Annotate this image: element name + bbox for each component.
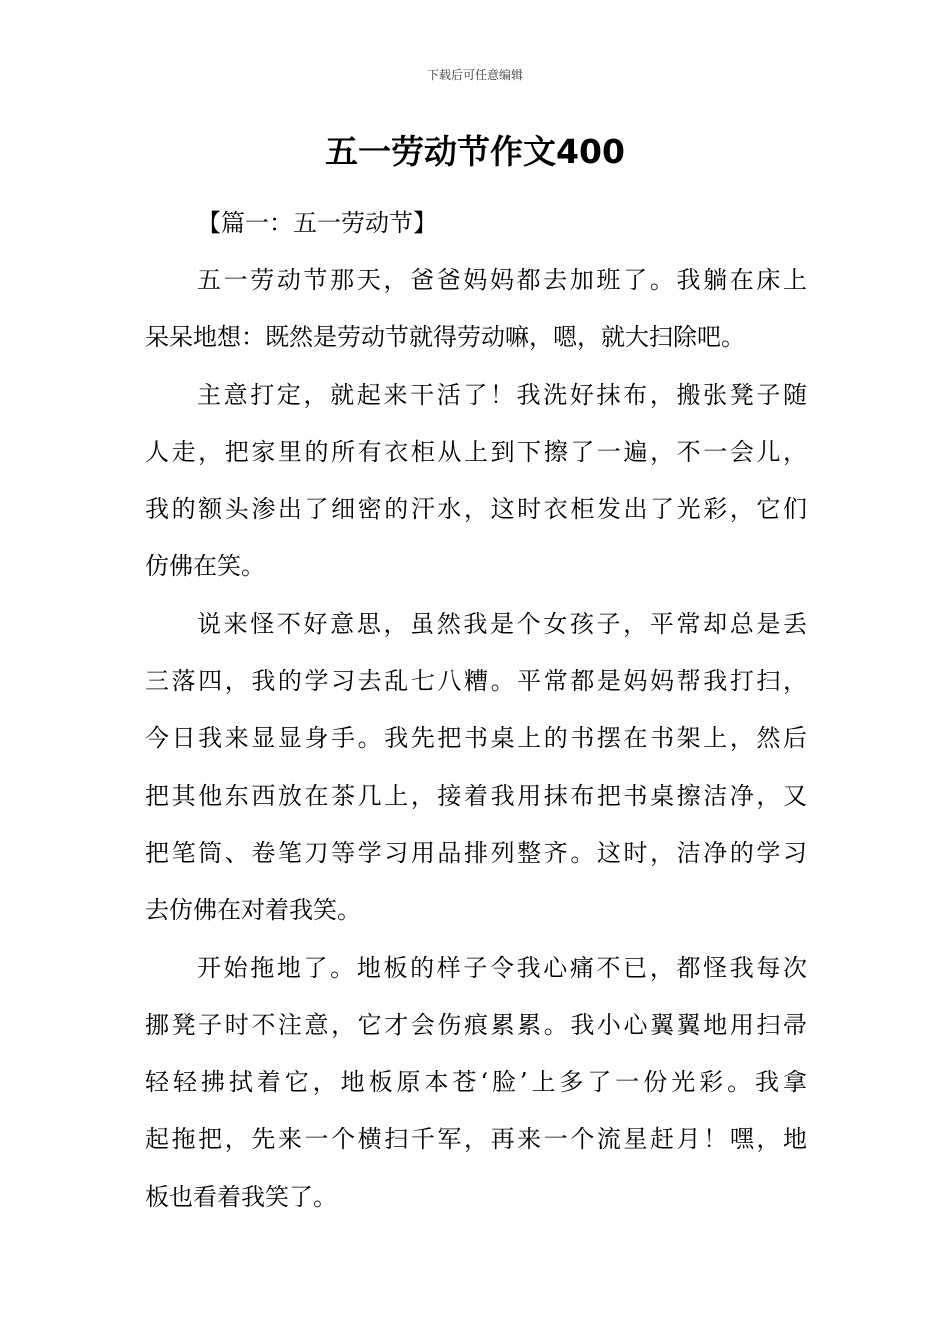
paragraph-line: 人走，把家里的所有衣柜从上到下擦了一遍，不一会儿， xyxy=(145,437,807,466)
header-note: 下载后可任意编辑 xyxy=(426,68,523,82)
paragraph-line: 把其他东西放在茶几上，接着我用抹布把书桌擦洁净，又 xyxy=(145,781,807,810)
document-title: 五一劳动节作文400 xyxy=(325,132,625,171)
paragraph-line: 呆呆地想：既然是劳动节就得劳动嘛，嗯，就大扫除吧。 xyxy=(145,323,745,352)
paragraph-line: 三落四，我的学习去乱七八糟。平常都是妈妈帮我打扫， xyxy=(145,667,807,696)
paragraph-4 xyxy=(145,940,807,1226)
section-heading: 【篇一：五一劳动节】 xyxy=(197,209,437,237)
paragraph-line: 轻轻拂拭着它，地板原本苍‘脸’上多了一份光彩。我拿 xyxy=(145,1068,807,1097)
article-body xyxy=(145,195,807,1226)
paragraph-line: 起拖把，先来一个横扫千军，再来一个流星赶月！嘿，地 xyxy=(145,1125,807,1154)
paragraph-line: 板也看着我笑了。 xyxy=(145,1182,337,1211)
paragraph-3 xyxy=(145,596,807,940)
paragraph-line: 挪凳子时不注意，它才会伤痕累累。我小心翼翼地用扫帚 xyxy=(145,1010,807,1039)
paragraph-line: 五一劳动节那天，爸爸妈妈都去加班了。我躺在床上 xyxy=(197,266,807,294)
paragraph-2 xyxy=(145,367,807,596)
paragraph-line: 说来怪不好意思，虽然我是个女孩子，平常却总是丢 xyxy=(197,609,807,638)
paragraph-line: 今日我来显显身手。我先把书桌上的书摆在书架上，然后 xyxy=(145,724,807,753)
paragraph-line: 主意打定，就起来干活了！我洗好抹布，搬张凳子随 xyxy=(197,380,807,409)
paragraph-line: 仿佛在笑。 xyxy=(145,552,265,581)
paragraph-line: 我的额头渗出了细密的汗水，这时衣柜发出了光彩，它们 xyxy=(145,495,807,524)
paragraph-line: 开始拖地了。地板的样子令我心痛不已，都怪我每次 xyxy=(197,953,807,982)
paragraph-line: 把笔筒、卷笔刀等学习用品排列整齐。这时，洁净的学习 xyxy=(145,838,807,867)
paragraph-line: 去仿佛在对着我笑。 xyxy=(145,896,361,925)
paragraph-1 xyxy=(145,252,807,367)
